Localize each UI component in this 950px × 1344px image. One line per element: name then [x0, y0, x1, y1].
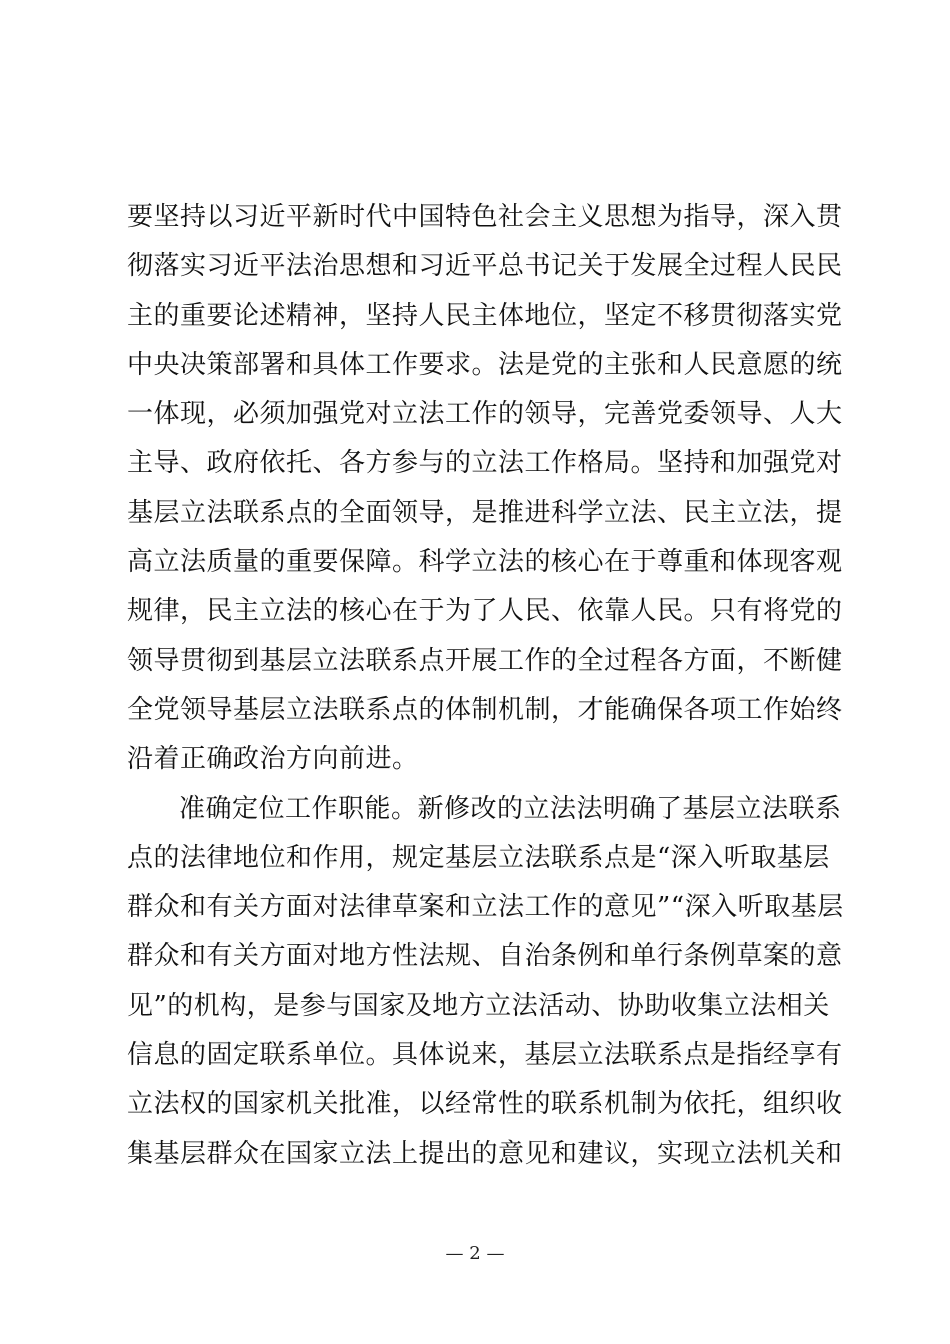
text-line: 高立法质量的重要保障。科学立法的核心在于尊重和体现客观	[127, 547, 843, 578]
text-line: 全党领导基层立法联系点的体制机制，才能确保各项工作始终	[127, 694, 843, 725]
text-line: 基层立法联系点的全面领导，是推进科学立法、民主立法，提	[127, 497, 843, 528]
text-line: 中央决策部署和具体工作要求。法是党的主张和人民意愿的统	[127, 349, 843, 380]
text-line: 领导贯彻到基层立法联系点开展工作的全过程各方面，不断健	[127, 645, 843, 676]
text-line: 信息的固定联系单位。具体说来，基层立法联系点是指经享有	[127, 1040, 843, 1071]
page-number: — 2 —	[445, 1243, 505, 1264]
text-line: 集基层群众在国家立法上提出的意见和建议，实现立法机关和	[127, 1138, 843, 1169]
text-line: 彻落实习近平法治思想和习近平总书记关于发展全过程人民民	[127, 251, 843, 282]
text-line: 群众和有关方面对法律草案和立法工作的意见”“深入听取基层	[127, 892, 844, 923]
text-line: 主的重要论述精神，坚持人民主体地位，坚定不移贯彻落实党	[127, 300, 843, 331]
text-line: 主导、政府依托、各方参与的立法工作格局。坚持和加强党对	[127, 448, 843, 479]
text-line: 立法权的国家机关批准，以经常性的联系机制为依托，组织收	[127, 1089, 843, 1120]
paragraph-start-line: 准确定位工作职能。新修改的立法法明确了基层立法联系	[179, 793, 842, 824]
text-line: 要坚持以习近平新时代中国特色社会主义思想为指导，深入贯	[127, 202, 843, 232]
body-text	[127, 193, 844, 1179]
text-line: 一体现，必须加强党对立法工作的领导，完善党委领导、人大	[127, 399, 843, 430]
paragraph-end-line: 沿着正确政治方向前进。	[127, 744, 419, 775]
text-line: 规律，民主立法的核心在于为了人民、依靠人民。只有将党的	[127, 596, 843, 627]
text-line: 群众和有关方面对地方性法规、自治条例和单行条例草案的意	[127, 941, 843, 972]
text-line: 点的法律地位和作用，规定基层立法联系点是“深入听取基层	[127, 842, 830, 873]
text-line: 见”的机构，是参与国家及地方立法活动、协助收集立法相关	[127, 990, 830, 1021]
